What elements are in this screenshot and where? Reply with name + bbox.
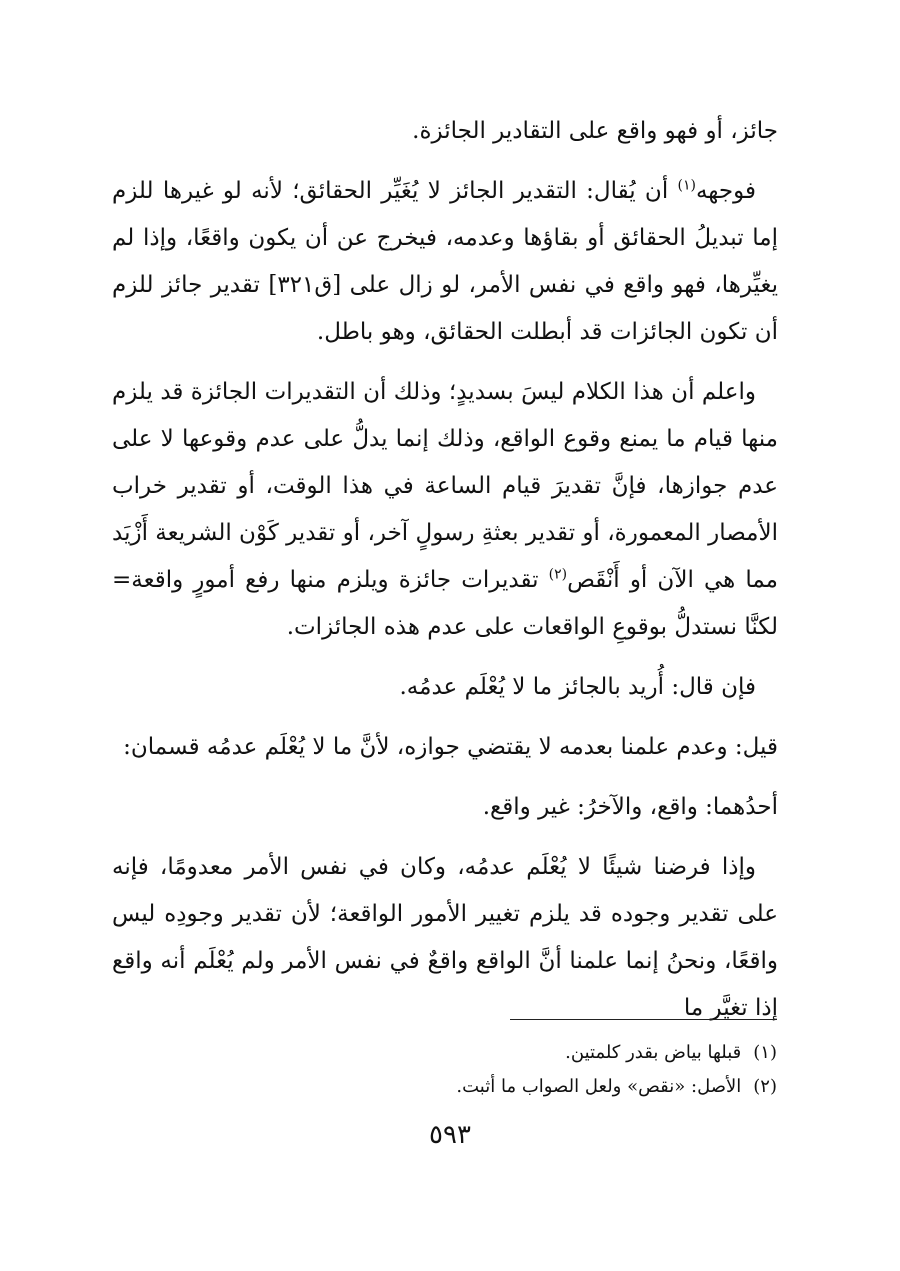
paragraph-text: واعلم أن هذا الكلام ليسَ بسديدٍ؛ وذلك أن التقديرات الجائزة قد يلزم منها قيام ما يمنع وقوع الواقع، وذلك إنما يدلُّ على عدم وقوعها لا على عدم جوازها، فإنَّ تقديرَ قيام الساعة في هذا الوقت، أو تقدير خراب الأمصار المعمورة، أو تقدير بعثةِ رسولٍ آخر، أو تقدير كَوْن الشريعة أَزْيَد مما هي الآن أو أَنْقَص — [112, 379, 778, 593]
footnote-item — [300, 1070, 777, 1104]
paragraph-question — [112, 664, 778, 711]
paragraph-text: فوجهه — [695, 178, 756, 204]
footnote-divider — [510, 1019, 777, 1020]
footnote-ref-1: (١) — [677, 177, 696, 194]
footnote-ref-2: (٢) — [548, 566, 568, 583]
paragraph-text: أحدُهما: واقع، والآخرُ: غير واقع. — [482, 794, 778, 820]
paragraph-divisions — [112, 784, 778, 831]
paragraph-text: تقديرات جائزة ويلزم منها رفع أمورٍ واقعة= لكنَّا نستدلُّ بوقوعِ الواقعات على عدم هذه الجائزات. — [112, 567, 778, 640]
footnote-number: (١) — [753, 1042, 777, 1063]
footnote-number: (٢) — [753, 1076, 777, 1097]
footnote-item — [300, 1036, 777, 1070]
paragraph-text: أن يُقال: التقدير الجائز لا يُغَيِّر الحقائق؛ لأنه لو غيرها للزم إما تبديلُ الحقائق أو بقاؤها وعدمه، فيخرج عن أن يكون واقعًا، وإذا لم يغيِّرها، فهو واقع في نفس الأمر، لو زال على [ق٣٢١] تقدير جائز للزم أن تكون الجائزات قد أبطلت الحقائق، وهو باطل. — [112, 178, 778, 345]
footnote-text: قبلها بياض بقدر كلمتين. — [565, 1042, 742, 1063]
paragraph-continuation — [112, 108, 778, 155]
paragraph-text: قيل: وعدم علمنا بعدمه لا يقتضي جوازه، لأنَّ ما لا يُعْلَم عدمُه قسمان: — [123, 734, 778, 760]
paragraph-supposition — [112, 844, 778, 1032]
page-number: ٥٩٣ — [429, 1120, 471, 1150]
paragraph-text: فإن قال: أُريد بالجائز ما لا يُعْلَم عدمُه. — [399, 674, 756, 700]
paragraph-text: وإذا فرضنا شيئًا لا يُعْلَم عدمُه، وكان في نفس الأمر معدومًا، فإنه على تقدير وجوده قد يلزم تغيير الأمور الواقعة؛ لأن تقدير وجودِه ليس واقعًا، ونحنُ إنما علمنا أنَّ الواقع واقعٌ في نفس الأمر ولم يُعْلَم أنه واقع إذا تغيَّر ما — [112, 854, 778, 1021]
paragraph-answer — [112, 724, 778, 771]
paragraph-objection — [112, 168, 778, 356]
paragraph-text: جائز، أو فهو واقع على التقادير الجائزة. — [412, 118, 778, 144]
main-text — [112, 108, 778, 1045]
footnotes — [300, 1036, 777, 1104]
footnote-text: الأصل: «نقص» ولعل الصواب ما أثبت. — [456, 1076, 742, 1097]
paragraph-response — [112, 369, 778, 651]
